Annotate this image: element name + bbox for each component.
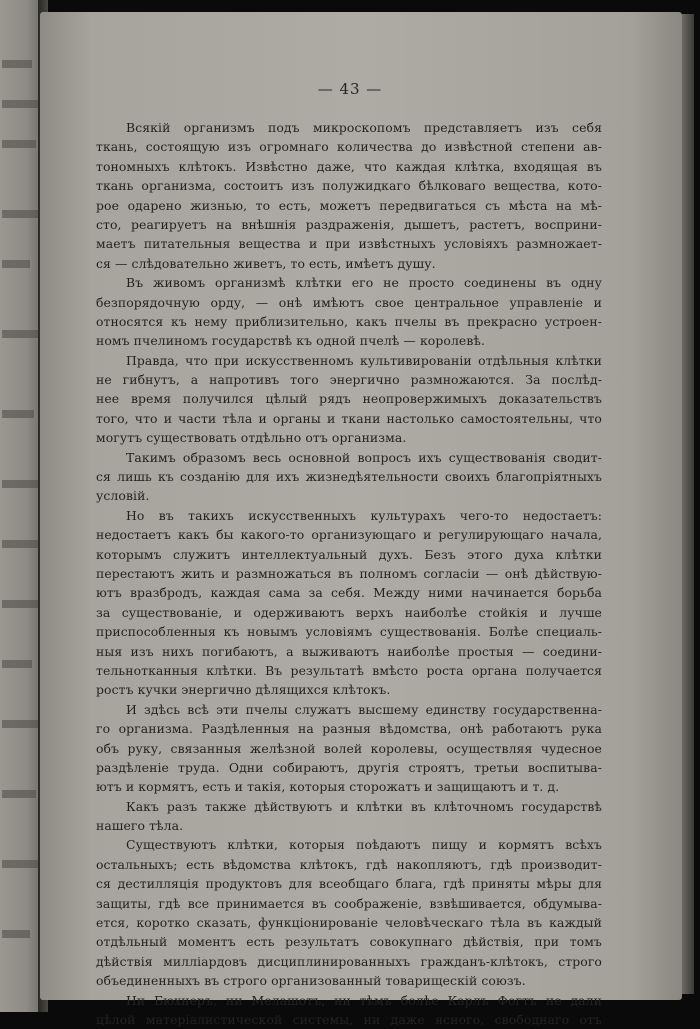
- text-line: Правда, что при искусственномъ культивированіи отдѣльныя клѣтки: [126, 352, 602, 368]
- page-number: — 43 —: [317, 80, 383, 98]
- text-line: Какъ разъ также дѣйствуютъ и клѣтки въ клѣточномъ государствѣ: [126, 798, 602, 814]
- text-line: условій.: [96, 488, 150, 504]
- text-line: могутъ существовать отдѣльно отъ организма.: [96, 430, 407, 446]
- text-line: безпорядочную орду, — онѣ имѣютъ свое центральное управленіе и: [96, 294, 602, 310]
- text-line: Существуютъ клѣтки, которыя поѣдаютъ пищу и кормятъ всѣхъ: [126, 837, 602, 853]
- text-line: сто, реагируетъ на внѣшнія раздраженія, дышетъ, растетъ, восприни-: [96, 216, 602, 232]
- text-line: номъ пчелиномъ государствѣ къ одной пчелѣ — королевѣ.: [96, 333, 486, 349]
- text-line: нашего тѣла.: [96, 818, 184, 834]
- text-line: цѣлой матеріалистической системы, ни даже ясного, свободнаго отъ: [96, 1011, 602, 1027]
- text-line: защиты, гдѣ все принимается въ соображеніе, взвѣшивается, обдумыва-: [96, 895, 602, 911]
- text-line: рое одарено жизнью, то есть, можетъ передвигаться съ мѣста на мѣ-: [96, 197, 602, 213]
- text-line: Такимъ образомъ весь основной вопросъ ихъ существованія сводит-: [126, 449, 602, 465]
- text-line: отдѣльный моментъ есть результатъ совокупнаго дѣйствія, при томъ: [96, 934, 602, 950]
- text-line: ткань, состоящую изъ огромнаго количества до извѣстной степени ав-: [96, 139, 602, 155]
- text-line: ростъ кучки энергично дѣлящихся клѣтокъ.: [96, 682, 391, 698]
- text-line: ютъ и кормятъ, есть и такія, которыя сторожатъ и защищаютъ и т. д.: [96, 779, 560, 795]
- body-text: [96, 118, 602, 1029]
- text-line: дѣйствія милліардовъ дисциплинированныхъ гражданъ-клѣтокъ, строго: [96, 953, 602, 969]
- page-edge-shadow: [682, 14, 694, 994]
- text-line: остальныхъ; есть вѣдомства клѣтокъ, гдѣ накопляютъ, гдѣ производит-: [96, 856, 602, 872]
- text-line: раздѣленіе труда. Одни собираютъ, другія строятъ, третьи воспитыва-: [96, 759, 602, 775]
- text-line: которымъ служитъ интеллектуальный духъ. Безъ этого духа клѣтки: [96, 546, 602, 562]
- text-line: за существованіе, и одерживаютъ верхъ наиболѣе стойкія и лучше: [96, 604, 602, 620]
- text-line: ныя изъ нихъ погибаютъ, а выживаютъ наиболѣе простыя — соедини-: [96, 643, 602, 659]
- text-line: ютъ вразбродъ, каждая сама за себя. Между ними начинается борьба: [96, 585, 602, 601]
- text-line: перестаютъ жить и размножаться въ полномъ согласіи — онѣ дѣйствую-: [96, 565, 602, 581]
- text-line: маетъ питательныя вещества и при извѣстныхъ условіяхъ размножает-: [96, 236, 602, 252]
- text-line: нее время получился цѣлый рядъ неопровержимыхъ доказательствъ: [96, 391, 602, 407]
- text-line: Въ живомъ организмѣ клѣтки его не просто соединены въ одну: [126, 275, 602, 291]
- text-line: того, что и части тѣла и органы и ткани настолько самостоятельны, что: [96, 410, 602, 426]
- text-line: Ни Бюхнеръ, ни Мелашотъ, ни тѣмъ болѣе Карлъ Фогтъ не дали: [126, 992, 602, 1008]
- text-line: ется, коротко сказать, функціонированіе человѣческаго тѣла въ каждый: [96, 915, 602, 931]
- text-line: Но въ такихъ искусственныхъ культурахъ чего-то недостаетъ:: [126, 507, 602, 523]
- text-line: ткань организма, состоитъ изъ полужидкаго бѣлковаго вещества, кото-: [96, 178, 602, 194]
- text-line: ся дестилляція продуктовъ для всеобщаго блага, гдѣ приняты мѣры для: [96, 876, 602, 892]
- text-line: не гибнутъ, а напротивъ того энергично размножаются. За послѣд-: [96, 372, 602, 388]
- text-line: ся лишь къ созданію для ихъ жизнедѣятельности своихъ благопріятныхъ: [96, 469, 602, 485]
- text-line: приспособленныя къ новымъ условіямъ существованія. Болѣе специаль-: [96, 624, 602, 640]
- text-line: тельнотканныя клѣтки. Въ результатѣ вмѣсто роста органа получается: [96, 662, 602, 678]
- text-line: И здѣсь всѣ эти пчелы служатъ высшему единству государственна-: [126, 701, 602, 717]
- text-line: недостаетъ какъ бы какого-то организующаго и регулирующаго начала,: [96, 527, 602, 543]
- text-line: Всякій организмъ подъ микроскопомъ представляетъ изъ себя: [126, 120, 602, 135]
- text-line: объединенныхъ въ строго организованный товарищескій союзъ.: [96, 973, 526, 989]
- text-line: ся — слѣдовательно живетъ, то есть, имѣетъ душу.: [96, 255, 436, 271]
- text-line: объ руку, связанныя желѣзной волей королевы, осуществляя чудесное: [96, 740, 602, 756]
- text-line: тономныхъ клѣтокъ. Извѣстно даже, что каждая клѣтка, входящая въ: [96, 158, 602, 174]
- text-line: относятся къ нему приблизительно, какъ пчелы въ прекрасно устроен-: [96, 313, 602, 329]
- text-line: го организма. Раздѣленныя на разныя вѣдомства, онѣ работаютъ рука: [96, 721, 602, 737]
